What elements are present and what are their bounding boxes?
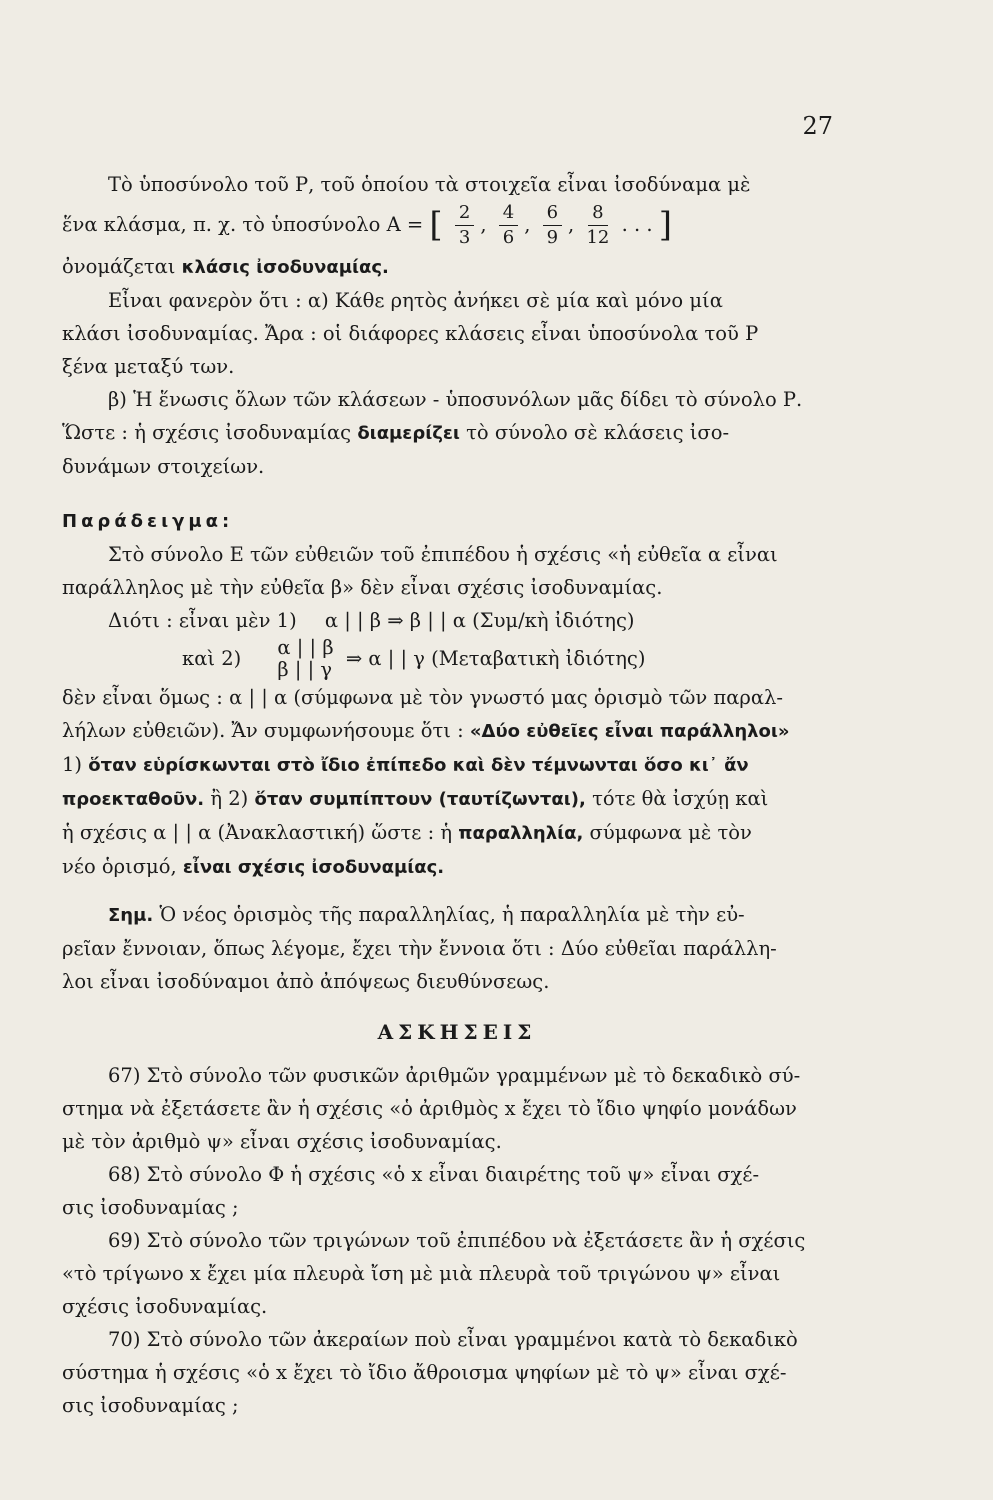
text-line: δὲν εἶναι ὅμως : α | | α (σύμφωνα μὲ τὸν γνωστό μας ὁρισμὸ τῶν παραλ-: [62, 686, 783, 709]
numerator: 6: [543, 201, 562, 226]
text-line: [62, 898, 852, 932]
text-span: ὀνομάζεται: [62, 255, 176, 278]
relation: β | | γ: [277, 658, 333, 681]
relation: ⇒ α | | γ (Μεταβατικὴ ἰδιότης): [345, 646, 646, 670]
text-line: λοι εἶναι ἰσοδύναμοι ἀπὸ ἀπόψεως διευθύνσεως.: [62, 970, 550, 993]
text-span: νέο ὁρισμό,: [62, 855, 177, 878]
fraction: [586, 201, 609, 250]
page-body: [62, 168, 852, 1422]
text-span: καὶ 2): [182, 646, 242, 670]
bold-term: εἶναι σχέσις ἰσοδυναμίας.: [182, 857, 445, 878]
exercise-line: 67) Στὸ σύνολο τῶν φυσικῶν ἀριθμῶν γραμμένων μὲ τὸ δεκαδικὸ σύ-: [108, 1064, 801, 1087]
ellipsis: . . .: [621, 213, 653, 236]
bold-term: διαμερίζει: [357, 423, 460, 444]
fraction-set-line: ἕνα κλάσμα, π. χ. τὸ ὑποσύνολο Α = [ $\frac{2}{3}$ , $\frac{4}{6}$ , $\frac{6}{9}$ , $\frac{8}{12}$ . . . ]: [62, 202, 673, 248]
text-span: Ὥστε : ἡ σχέσις ἰσοδυναμίας: [62, 421, 352, 444]
numerator: 4: [499, 201, 518, 226]
spacer: [62, 884, 852, 898]
transitive-relation: [62, 637, 852, 681]
exercises-title: ΑΣΚΗΣΕΙΣ: [377, 1020, 537, 1044]
text-line: Τὸ ὑποσύνολο τοῦ Ρ, τοῦ ὁποίου τὰ στοιχεῖα εἶναι ἰσοδύναμα μὲ: [108, 173, 751, 196]
text-line: [62, 714, 852, 748]
exercise-line: 68) Στὸ σύνολο Φ ἡ σχέσις «ὁ x εἶναι διαιρέτης τοῦ ψ» εἶναι σχέ-: [108, 1163, 760, 1186]
text-span: 1): [62, 753, 83, 776]
denominator: 6: [502, 227, 515, 248]
text-span: Διότι : εἶναι μὲν 1): [108, 609, 297, 632]
text-line: ξένα μεταξύ των.: [62, 355, 235, 378]
exercise-line: στημα νὰ ἐξετάσετε ἂν ἡ σχέσις «ὁ ἀριθμὸς x ἔχει τὸ ἴδιο ψηφίο μονάδων: [62, 1097, 797, 1120]
exercise-line: σις ἰσοδυναμίας ;: [62, 1196, 239, 1219]
exercise-line: μὲ τὸν ἀριθμὸ ψ» εἶναι σχέσις ἰσοδυναμίας.: [62, 1130, 502, 1153]
text-line: [62, 816, 852, 850]
fraction: [543, 201, 562, 250]
close-bracket: ]: [658, 205, 673, 245]
text-line: [62, 416, 852, 450]
note-label: Σημ.: [108, 905, 154, 926]
numerator: 2: [455, 201, 474, 226]
text-span: ἢ 2): [210, 787, 249, 810]
bold-term: κλάσις ἰσοδυναμίας.: [181, 257, 389, 278]
text-line: [62, 604, 852, 637]
text-span: τότε θὰ ἰσχύῃ καὶ: [592, 787, 769, 810]
exercise-line: σχέσις ἰσοδυναμίας.: [62, 1295, 268, 1318]
bold-term: ὅταν εὑρίσκωνται στὸ ἴδιο ἐπίπεδο καὶ δὲν τέμνωνται ὅσο κι᾽ ἄν: [88, 755, 749, 776]
page-number: 27: [802, 112, 833, 140]
relation: α | | β ⇒ β | | α (Συμ/κὴ ἰδιότης): [324, 609, 635, 632]
text-span: λήλων εὐθειῶν). Ἄν συμφωνήσουμε ὅτι :: [62, 719, 464, 742]
numerator: 8: [588, 201, 607, 226]
text-span: Ὁ νέος ὁρισμὸς τῆς παραλληλίας, ἡ παραλληλία μὲ τὴν εὐ-: [159, 903, 745, 926]
denominator: 12: [586, 227, 610, 248]
bold-term: ὅταν συμπίπτουν (ταυτίζωνται),: [254, 789, 586, 810]
text-span: ἡ σχέσις α | | α (Ἀνακλαστική) ὥστε : ἡ: [62, 821, 453, 844]
exercise-line: «τὸ τρίγωνο x ἔχει μία πλευρὰ ἴση μὲ μιὰ πλευρὰ τοῦ τριγώνου ψ» εἶναι: [62, 1262, 781, 1285]
denominator: 9: [546, 227, 559, 248]
exercise-line: 70) Στὸ σύνολο τῶν ἀκεραίων ποὺ εἶναι γραμμένοι κατὰ τὸ δεκαδικὸ: [108, 1328, 798, 1351]
relation: α | | β: [277, 636, 334, 659]
relation-premises: [277, 637, 333, 681]
text-line: παράλληλος μὲ τὴν εὐθεῖα β» δὲν εἶναι σχέσις ἰσοδυναμίας.: [62, 576, 663, 599]
text-span: τὸ σύνολο σὲ κλάσεις ἰσο-: [466, 421, 730, 444]
bold-term: παραλληλία,: [458, 823, 584, 844]
exercise-line: σις ἰσοδυναμίας ;: [62, 1394, 239, 1417]
text-line: β) Ἡ ἕνωσις ὅλων τῶν κλάσεων - ὑποσυνόλων μᾶς δίδει τὸ σύνολο Ρ.: [108, 388, 803, 411]
fraction: [455, 201, 474, 250]
text-line: Στὸ σύνολο Ε τῶν εὐθειῶν τοῦ ἐπιπέδου ἡ σχέσις «ἡ εὐθεῖα α εἶναι: [108, 543, 778, 566]
text-line: [62, 850, 852, 884]
example-heading: Παράδειγμα:: [62, 511, 234, 532]
exercise-line: 69) Στὸ σύνολο τῶν τριγώνων τοῦ ἐπιπέδου νὰ ἐξετάσετε ἂν ἡ σχέσις: [108, 1229, 806, 1252]
text-span: ἕνα κλάσμα, π. χ. τὸ ὑποσύνολο Α =: [62, 213, 424, 236]
text-line: [62, 782, 852, 816]
text-line: δυνάμων στοιχείων.: [62, 455, 265, 478]
exercise-line: σύστημα ἡ σχέσις «ὁ x ἔχει τὸ ἴδιο ἄθροισμα ψηφίων μὲ τὸ ψ» εἶναι σχέ-: [62, 1361, 787, 1384]
fraction: [499, 201, 518, 250]
open-bracket: [: [429, 205, 443, 245]
text-line: [62, 748, 852, 782]
text-line: κλάσι ἰσοδυναμίας. Ἄρα : οἱ διάφορες κλάσεις εἶναι ὑποσύνολα τοῦ Ρ: [62, 322, 759, 345]
text-line: ρεῖαν ἔννοιαν, ὅπως λέγομε, ἔχει τὴν ἔννοια ὅτι : Δύο εὐθεῖαι παράλλη-: [62, 937, 777, 960]
bold-term: «Δύο εὐθεῖες εἶναι παράλληλοι»: [469, 721, 790, 742]
denominator: 3: [458, 227, 471, 248]
text-line: [62, 250, 852, 284]
bold-term: προεκταθοῦν.: [62, 789, 205, 810]
text-span: σύμφωνα μὲ τὸν: [589, 821, 752, 844]
text-line: Εἶναι φανερὸν ὅτι : α) Κάθε ρητὸς ἀνήκει σὲ μία καὶ μόνο μία: [108, 289, 723, 312]
